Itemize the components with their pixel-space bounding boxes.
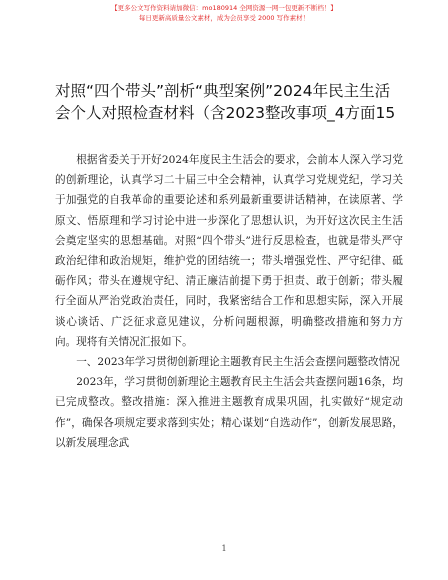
section-paragraph: 2023年，学习贯彻创新理论主题教育民主生活会共查摆问题16条，均已完成整改。整改措施：深入推进主题教育成果巩固，扎实做好“规定动作”，确保各项规定要求落到实处；精心谋划“自选动作”，创新发展思路，以新发展理念武 — [55, 376, 403, 449]
document-title: 对照“四个带头”剖析“典型案例”2024年民主生活会个人对照检查材料（含2023整改事项_4方面15 — [55, 82, 396, 122]
page-number: 1 — [221, 544, 227, 553]
banner-line-2: 每日更新高质量公文素材，成为会员享受 2000 写作素材！ — [138, 14, 310, 22]
intro-paragraph: 根据省委关于开好2024年度民主生活会的要求，会前本人深入学习党的创新理论，认真学习二十届三中全会精神，认真学习党规党纪，学习关于加强党的自我革命的重要论述和系列最新重要讲话精神，在读原著、学原文、悟原理和学习讨论中进一步深化了思想认识，为开好这次民主生活会奠定坚实的思想基础。对照“四个带头”进行反思检查，也就是带头严守政治纪律和政治规矩，维护党的团结统一；带头增强党性、严守纪律、砥砺作风；带头在遵规守纪、清正廉洁前提下勇于担责、敢于创新；带头履行全面从严治党政治责任，同时，我紧密结合工作和思想实际，深入开展谈心谈话、广泛征求意见建议，分析问题根源，明确整改措施和努力方向。现将有关情况汇报如下。 — [55, 154, 403, 348]
banner-line-1: 【更多公文写作资料请加微信：mo180914 全网资源一网一包更新不断档！】 — [111, 4, 337, 12]
document-body — [55, 150, 403, 453]
section-heading: 一、2023年学习贯彻创新理论主题教育民主生活会查摆问题整改情况 — [76, 356, 400, 369]
header-banner — [0, 3, 448, 23]
